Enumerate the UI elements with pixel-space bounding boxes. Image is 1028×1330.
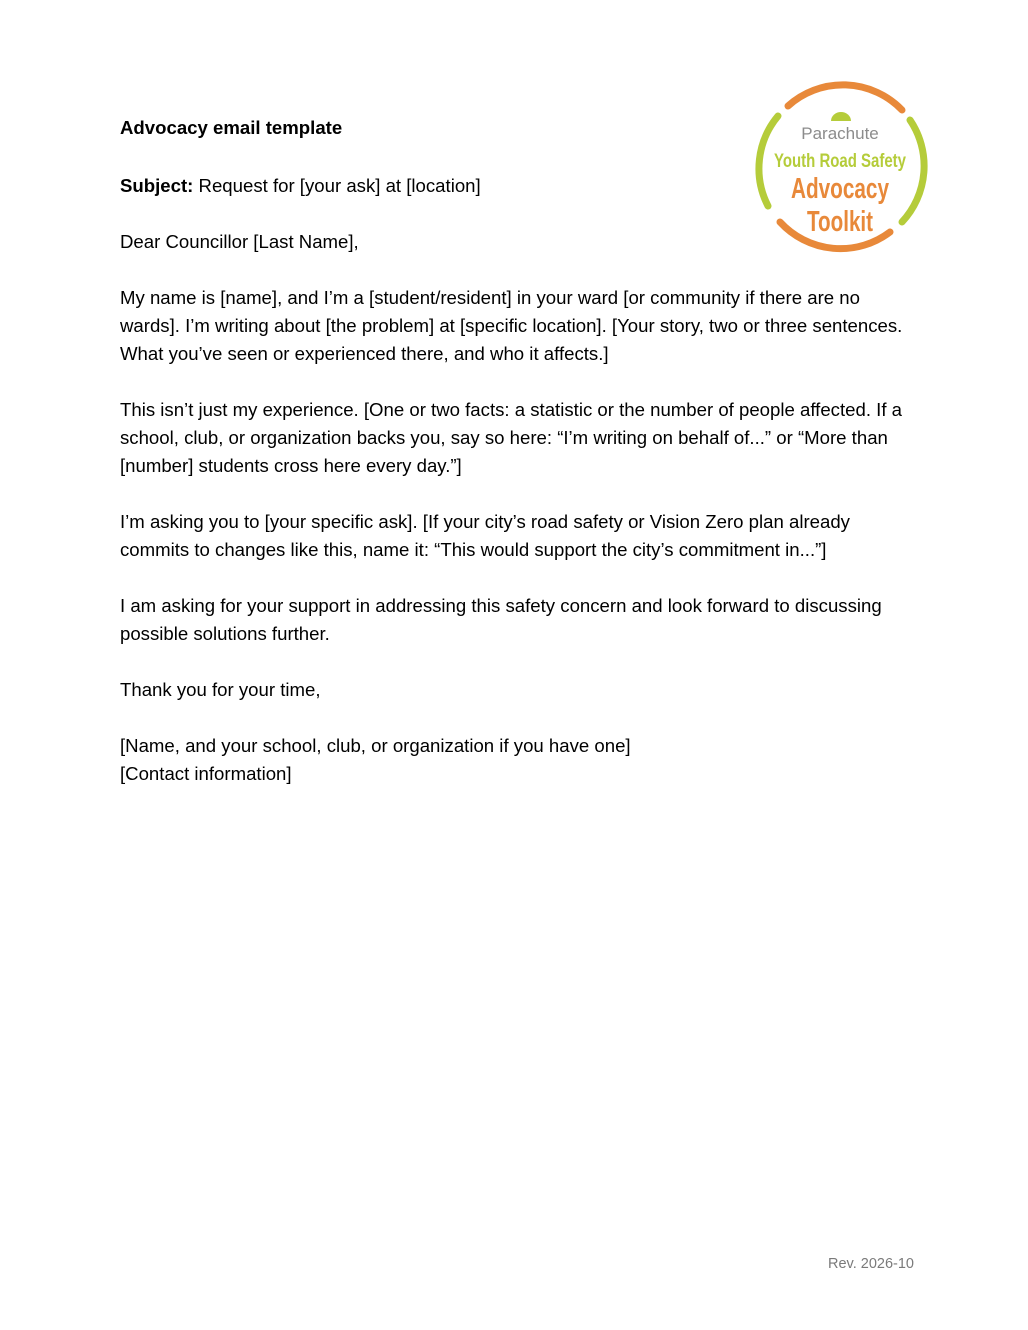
closing: Thank you for your time, <box>120 679 321 700</box>
logo-line3: Toolkit <box>807 206 874 238</box>
signature-contact: [Contact information] <box>120 763 292 784</box>
paragraph-support: I am asking for your support in addressing this safety concern and look forward to discussing possible solutions further. <box>120 595 882 644</box>
greeting: Dear Councillor [Last Name], <box>120 231 359 252</box>
subject-label: Subject: <box>120 175 194 196</box>
logo-brand: Parachute <box>801 124 879 143</box>
signature-block <box>120 732 920 788</box>
subject-line <box>120 172 920 200</box>
email-template-body <box>120 114 920 816</box>
logo-line2: Advocacy <box>791 173 889 205</box>
revision-label: Rev. 2026-10 <box>828 1256 914 1272</box>
signature-name: [Name, and your school, club, or organization if you have one] <box>120 735 631 756</box>
subject-text: Request for [your ask] at [location] <box>193 175 481 196</box>
document-title: Advocacy email template <box>120 117 343 138</box>
logo-line1: Youth Road Safety <box>774 151 907 172</box>
paragraph-evidence: This isn’t just my experience. [One or two facts: a statistic or the number of people affected. If a school, club, or organization backs you, say so here: “I’m writing on behalf of...” or “More than [number] students cross here every day.”] <box>120 399 902 476</box>
paragraph-introduction: My name is [name], and I’m a [student/resident] in your ward [or community if there are no wards]. I’m writing about [the problem] at [specific location]. [Your story, two or three sentences. What you’ve seen or experienced there, and who it affects.] <box>120 287 903 364</box>
paragraph-ask: I’m asking you to [your specific ask]. [If your city’s road safety or Vision Zero plan already commits to changes like this, name it: “This would support the city’s commitment in...”] <box>120 511 850 560</box>
logo-orange-arc-top <box>788 85 902 110</box>
